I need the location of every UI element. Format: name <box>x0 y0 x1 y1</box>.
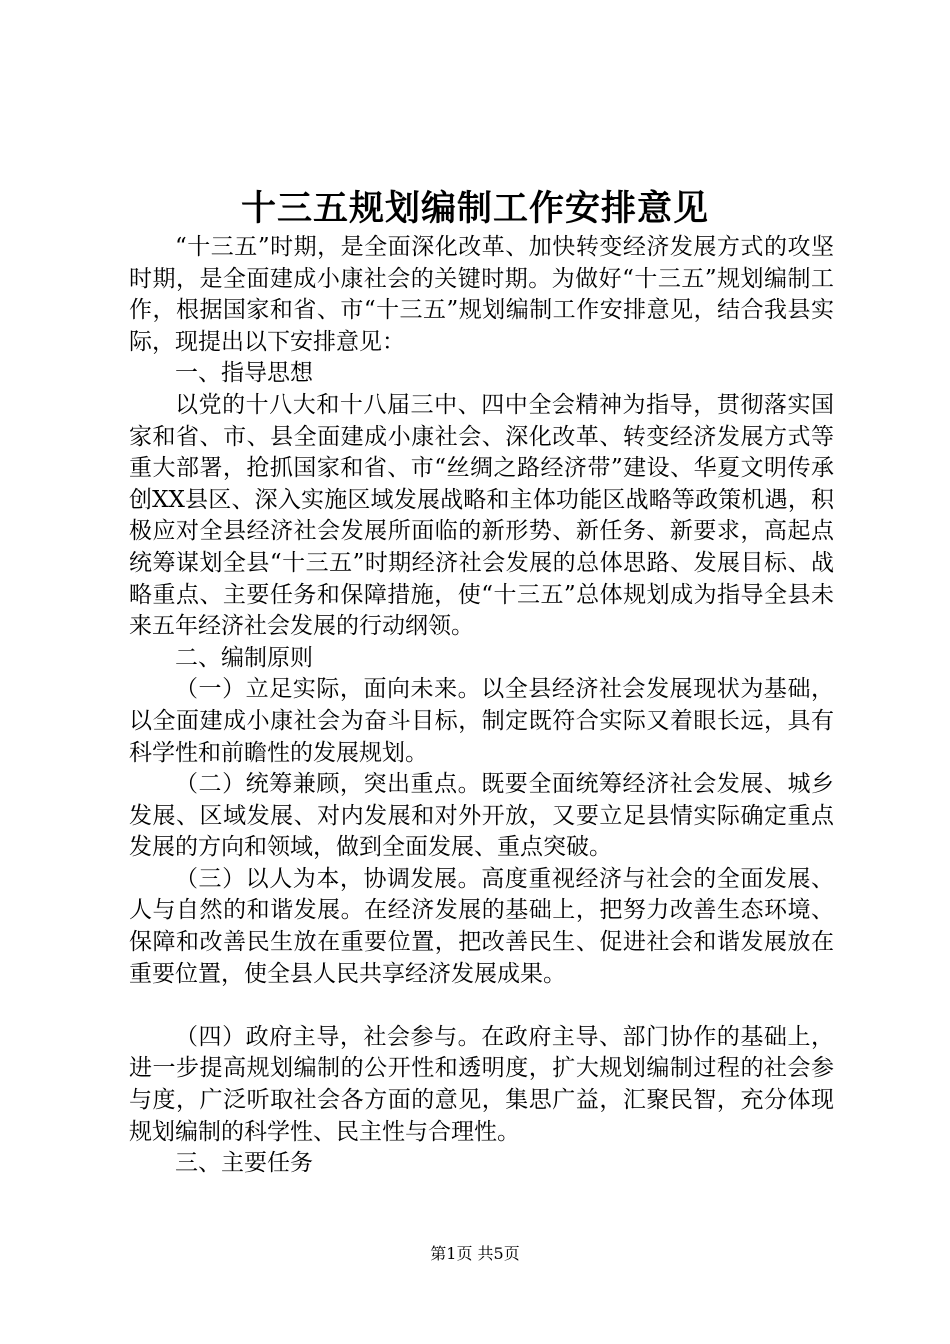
document-title: 十三五规划编制工作安排意见 <box>240 188 709 229</box>
paragraph-guiding-ideology: 以党的十八大和十八届三中、四中全会精神为指导，贯彻落实国家和省、市、县全面建成小康社会、深化改革、转变经济发展方式等重大部署，抢抓国家和省、市“丝绸之路经济带”建设、华夏文明传承创XX县区、深入实施区域发展战略和主体功能区战略等政策机遇，积极应对全县经济社会发展所面临的新形势、新任务、新要求，高起点统筹谋划全县“十三五”时期经济社会发展的总体思路、发展目标、战略重点、主要任务和保障措施，使“十三五”总体规划成为指导全县未来五年经济社会发展的行动纲领。 <box>129 391 834 640</box>
paragraph-principle-1: （一）立足实际，面向未来。以全县经济社会发展现状为基础，以全面建成小康社会为奋斗目标，制定既符合实际又着眼长远，具有科学性和前瞻性的发展规划。 <box>129 676 834 766</box>
paragraph-intro: “十三五”时期，是全面深化改革、加快转变经济发展方式的攻坚时期，是全面建成小康社会的关键时期。为做好“十三五”规划编制工作，根据国家和省、市“十三五”规划编制工作安排意见，结合我县实际，现提出以下安排意见： <box>129 234 834 355</box>
section-heading-principles: 二、编制原则 <box>175 644 313 671</box>
paragraph-principle-4: （四）政府主导，社会参与。在政府主导、部门协作的基础上，进一步提高规划编制的公开性和透明度，扩大规划编制过程的社会参与度，广泛听取社会各方面的意见，集思广益，汇聚民智，充分体现规划编制的科学性、民主性与合理性。 <box>129 1023 834 1145</box>
paragraph-gap <box>129 990 834 1022</box>
paragraph-principle-3: （三）以人为本，协调发展。高度重视经济与社会的全面发展、人与自然的和谐发展。在经济发展的基础上，把努力改善生态环境、保障和改善民生放在重要位置，把改善民生、促进社会和谐发展放在重要位置，使全县人民共享经济发展成果。 <box>129 865 834 987</box>
document-body <box>129 232 834 1180</box>
paragraph-principle-2: （二）统筹兼顾，突出重点。既要全面统筹经济社会发展、城乡发展、区域发展、对内发展和对外开放，又要立足县情实际确定重点发展的方向和领域，做到全面发展、重点突破。 <box>129 771 834 861</box>
section-heading-main-tasks: 三、主要任务 <box>175 1150 313 1177</box>
section-heading-guiding-ideology: 一、指导思想 <box>175 360 313 387</box>
page-number-footer: 第1页 共5页 <box>430 1244 520 1263</box>
